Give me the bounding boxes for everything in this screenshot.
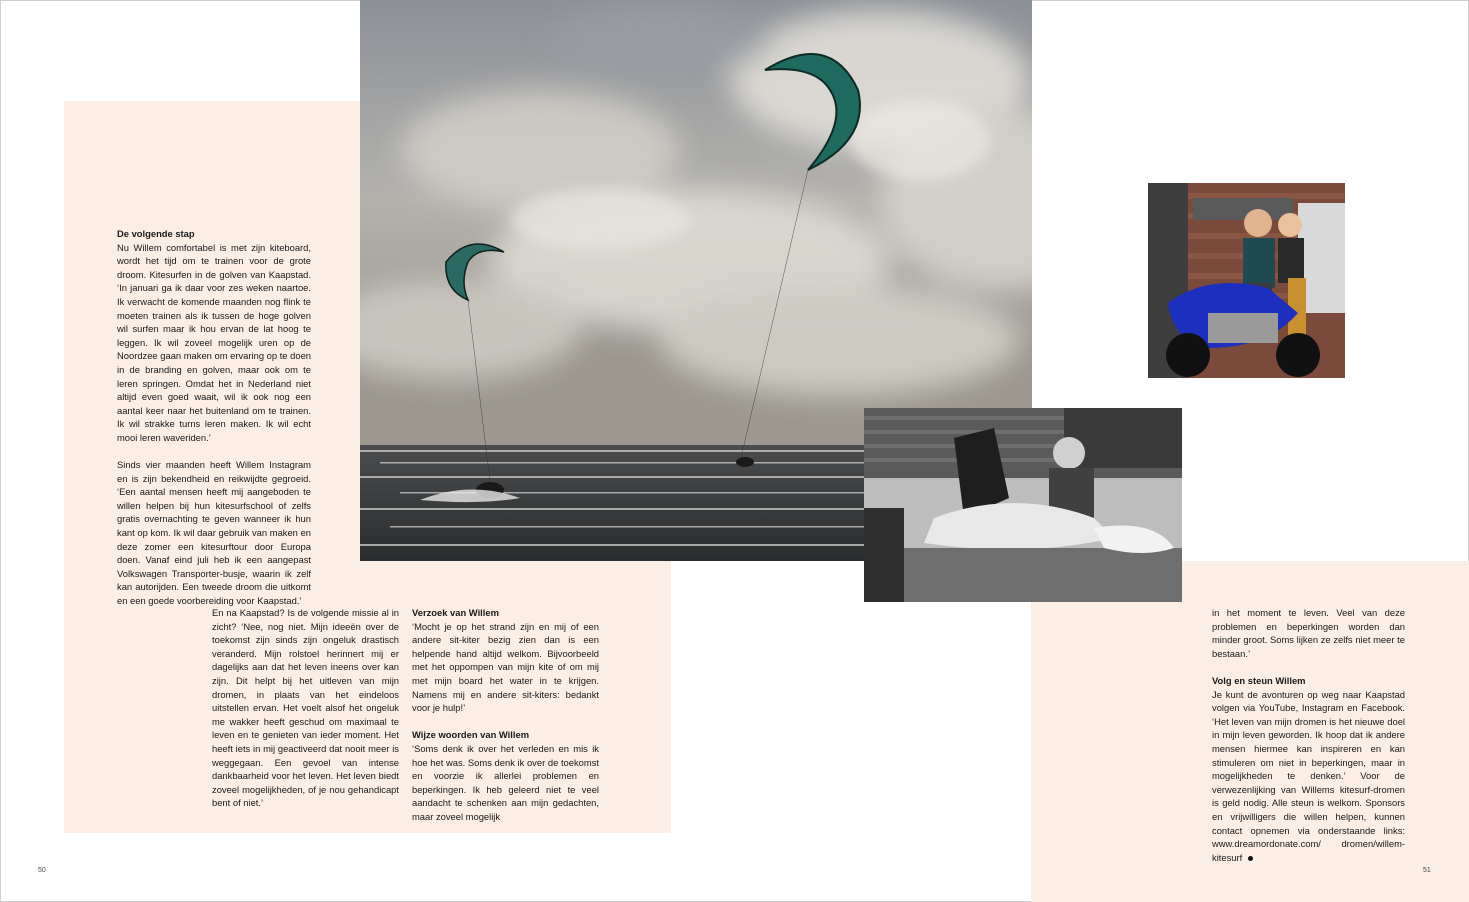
workshop-scene: [864, 408, 1182, 602]
paragraph: Nu Willem comfortabel is met zijn kiteboard, wordt het tijd om te trainen voor de grote droom. Kitesurfen in de golven van Kaapstad. ‘In januari ga ik daar voor zes weken naartoe. Ik verwacht de komende maanden nog flink te moeten trainen als ik tussen de hoge golven wil surfen maar ik hou ervan de lat hoog te leggen. Ik wil zoveel mogelijk uren op de Noordzee gaan maken om ervaring op te doen in de branding en golven, maar ook om te leren springen. Omdat het in Nederland niet altijd even goed waait, wil ik ook nog een aantal keer naar het buitenland om te trainen. Ik wil strakke turns leren maken. Ik wil echt mooi leren waveriden.’: [117, 241, 311, 443]
column-1: [117, 227, 311, 608]
column-4: [1212, 606, 1405, 864]
heading-volgende-stap: De volgende stap: [117, 228, 195, 239]
paragraph: ‘Soms denk ik over het verleden en mis ik hoe het was. Soms denk ik over de toekomst en voorzie ik allerlei problemen en beperkingen. Ik heb geleerd niet te veel aandacht te schenken aan mijn gedachten, maar zoveel mogelijk: [412, 742, 599, 822]
paragraph: in het moment te leven. Veel van deze problemen en beperkingen worden dan minder groot. Soms lijken ze zelfs niet meer te bestaan.’: [1212, 607, 1405, 659]
heading-volg-en-steun: Volg en steun Willem: [1212, 674, 1306, 686]
heading-wijze-woorden: Wijze woorden van Willem: [412, 729, 530, 741]
paragraph: ‘Mocht je op het strand zijn en mij of een andere sit-kiter bezig zien dan is een helpende hand altijd welkom. Bijvoorbeeld met het oppompen van mijn kite of om mij met mijn board het water in te krijgen. Namens mij en andere sit-kiters: bedankt voor je hulp!’: [412, 620, 599, 714]
paragraph: Je kunt de avonturen op weg naar Kaapstad volgen via YouTube, Instagram en Facebook. ‘Het leven van mijn dromen is het nieuwe doel in mijn leven geworden. Ik hoop dat ik andere mensen hiermee kan inspireren en kan stimuleren om niet in beperkingen, maar in mogelijkheden te denken.’ Voor de verwezenlijking van Willems kitesurf-dromen is geld nodig. Alle steun is welkom. Sponsors en vrijwilligers die willen helpen, kunnen contact opnemen via onderstaande links: www.dreamordonate.com/ dromen/willem-kitesurf: [1212, 688, 1405, 863]
motorbike-scene: [1148, 183, 1345, 378]
workshop-photo: [864, 408, 1182, 602]
end-mark-dot-icon: [1248, 856, 1253, 861]
column-3: [412, 606, 599, 824]
couple-motorbike-photo: [1148, 183, 1345, 378]
column-2: [212, 606, 399, 810]
page-number-left: 50: [38, 867, 46, 874]
paragraph-with-end-mark: [1212, 688, 1405, 865]
paragraph: Sinds vier maanden heeft Willem Instagram en is zijn bekendheid en reikwijdte gegroeid. ‘Een aantal mensen heeft mij aangeboden te willen helpen bij hun kitesurfschool of zelfs gratis overnachting te geven wanneer ik hun kant op kom. Ik wil daar gebruik van maken en deze zomer een kitesurftour door Europa doen. Vanaf eind juli heb ik een aangepast Volkswagen Transporter-busje, waarin ik zelf kan autorijden. Een tweede droom die uitkomt en een goede voorbereiding voor Kaapstad.’: [117, 459, 311, 607]
paragraph: En na Kaapstad? Is de volgende missie al in zicht? ‘Nee, nog niet. Mijn ideeën over de toekomst zijn sinds zijn ongeluk drastisch veranderd. Mijn rolstoel herinnert mij er dagelijks aan dat het leven ineens over kan zijn. Dit helpt bij het uitleven van mijn dromen, in plaats van het eindeloos uitstellen ervan. Het voelt alsof het ongeluk me wakker heeft geschud om maximaal te leven en te genieten van ieder moment. Het heeft iets in mij geactiveerd dat nooit meer is weggegaan. Een gevoel van intense dankbaarheid voor het leven. Het leven biedt zoveel mogelijkheden, of je nou gehandicapt bent of niet.’: [212, 607, 399, 809]
heading-verzoek: Verzoek van Willem: [412, 607, 499, 618]
page-number-right: 51: [1423, 867, 1431, 874]
